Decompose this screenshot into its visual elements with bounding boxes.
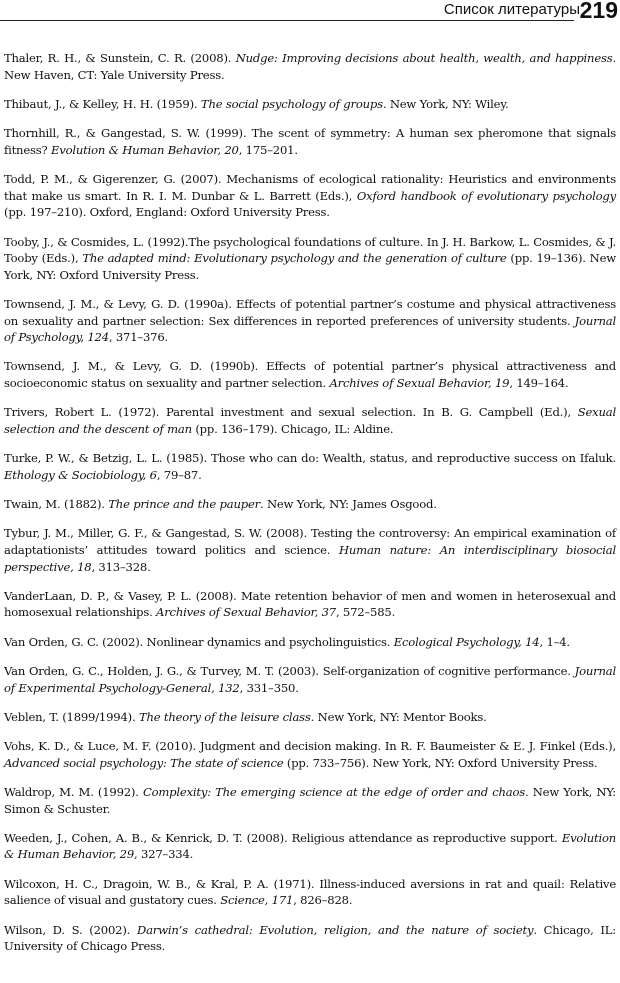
reference-text: Todd, P. M., & Gigerenzer, G. (2007). Mechanisms of ecological rationality: Heuristics and environments that make us smart. In R. I. M. Dunbar & L. Barrett (Eds.),	[4, 172, 616, 203]
reference-source: Nudge: Improving decisions about health, wealth, and happiness	[235, 51, 613, 65]
reference-source: The prince and the pauper	[108, 497, 260, 512]
reference-details: (pp. 136–179). Chicago, IL: Aldine.	[191, 421, 394, 436]
reference-entry	[4, 96, 616, 113]
reference-source: Journal of Experimental Psychology-General, 132	[4, 663, 616, 695]
reference-details: , 1–4.	[539, 634, 570, 649]
reference-source: The theory of the leisure class	[138, 709, 311, 724]
section-title: Список литературы	[438, 1, 580, 18]
reference-details: , 175–201.	[238, 142, 298, 157]
reference-text: Waldrop, M. M. (1992).	[4, 785, 143, 799]
reference-entry	[4, 296, 616, 346]
reference-text: Van Orden, G. C. (2002). Nonlinear dynamics and psycholinguistics.	[4, 634, 394, 649]
reference-details: . New York, NY: Simon & Schuster.	[4, 785, 617, 816]
reference-text: Tybur, J. M., Miller, G. F., & Gangestad, S. W. (2008). Testing the controversy: An empirical examination of adaptationists’ attitudes toward politics and science.	[4, 526, 616, 557]
page-number: 219	[579, 0, 618, 23]
reference-details: , 149–164.	[509, 376, 569, 391]
reference-entry	[4, 496, 616, 513]
reference-text: Tooby, J., & Cosmides, L. (1992).The psychological foundations of culture. In J. H. Barkow, L. Cosmides, & J. Tooby (Eds.),	[4, 234, 616, 266]
reference-text: Twain, M. (1882).	[4, 497, 109, 512]
reference-details: , 79–87.	[156, 467, 202, 482]
reference-entry	[4, 876, 616, 909]
reference-source: The social psychology of groups	[200, 96, 383, 111]
reference-source: Ecological Psychology, 14	[393, 634, 540, 649]
reference-entry	[4, 525, 616, 575]
reference-source: Human nature: An interdisciplinary biosocial perspective, 18	[4, 542, 616, 574]
reference-details: . New York, NY: Wiley.	[382, 96, 509, 111]
reference-source: Science, 171	[220, 893, 294, 908]
reference-details: (pp. 197–210). Oxford, England: Oxford University Press.	[4, 205, 330, 220]
reference-text: Van Orden, G. C., Holden, J. G., & Turvey, M. T. (2003). Self-organization of cognitive performance.	[4, 663, 575, 678]
reference-text: Trivers, Robert L. (1972). Parental investment and sexual selection. In B. G. Campbell (Ed.),	[4, 405, 578, 420]
reference-entry	[4, 663, 616, 696]
reference-text: Vohs, K. D., & Luce, M. F. (2010). Judgment and decision making. In R. F. Baumeister & E. J. Finkel (Eds.),	[4, 739, 616, 754]
reference-entry	[4, 784, 616, 817]
reference-entry	[4, 358, 616, 391]
reference-source: Ethology & Sociobiology, 6	[4, 467, 157, 482]
reference-source: Complexity: The emerging science at the edge of order and chaos	[142, 785, 526, 799]
reference-source: Advanced social psychology: The state of science	[4, 755, 284, 770]
reference-details: . New York, NY: Mentor Books.	[310, 709, 487, 724]
reference-details: . New York, NY: James Osgood.	[259, 497, 437, 512]
reference-text: Thibaut, J., & Kelley, H. H. (1959).	[4, 96, 201, 111]
reference-entry	[4, 709, 616, 726]
reference-details: , 327–334.	[134, 847, 194, 862]
reference-source: Archives of Sexual Behavior, 37	[156, 605, 336, 620]
header-rule	[0, 20, 574, 21]
reference-entry	[4, 634, 616, 651]
reference-source: Darwin’s cathedral: Evolution, religion, and the nature of society	[136, 922, 534, 937]
reference-entry	[4, 450, 616, 483]
reference-text: Thaler, R. H., & Sunstein, C. R. (2008).	[4, 51, 236, 65]
reference-source: Journal of Psychology, 124	[4, 313, 616, 345]
reference-list	[4, 50, 616, 968]
reference-text: Townsend, J. M., & Levy, G. D. (1990b). Effects of potential partner’s physical attractiveness and socioeconomic status on sexuality and partner selection.	[4, 359, 616, 391]
reference-source: Sexual selection and the descent of man	[4, 405, 616, 436]
reference-entry	[4, 171, 616, 221]
running-header	[0, 0, 620, 30]
reference-entry	[4, 588, 616, 621]
reference-text: VanderLaan, D. P., & Vasey, P. L. (2008). Mate retention behavior of men and women in heterosexual and homosexual relationships.	[4, 588, 616, 620]
reference-details: , 826–828.	[293, 893, 353, 908]
reference-source: Evolution & Human Behavior, 20	[51, 142, 239, 157]
reference-details: . New Haven, CT: Yale University Press.	[4, 51, 616, 82]
reference-text: Turke, P. W., & Betzig, L. L. (1985). Those who can do: Wealth, status, and reproductive success on Ifaluk.	[4, 451, 616, 466]
reference-text: Townsend, J. M., & Levy, G. D. (1990a). Effects of potential partner’s costume and physical attractiveness on sexuality and partner selection: Sex differences in reported preferences of university students.	[4, 296, 616, 328]
reference-entry	[4, 404, 616, 437]
reference-details: , 313–328.	[91, 559, 151, 574]
reference-details: , 371–376.	[108, 330, 169, 345]
reference-entry	[4, 50, 616, 83]
reference-details: . Chicago, IL: University of Chicago Press.	[4, 922, 616, 954]
reference-entry	[4, 125, 616, 158]
reference-entry	[4, 738, 616, 771]
reference-source: The adapted mind: Evolutionary psychology and the generation of culture	[82, 251, 507, 266]
reference-entry	[4, 234, 616, 284]
reference-source: Oxford handbook of evolutionary psychology	[356, 188, 616, 203]
reference-text: Veblen, T. (1899/1994).	[4, 709, 139, 724]
reference-text: Wilcoxon, H. C., Dragoin, W. B., & Kral, P. A. (1971). Illness-induced aversions in rat and quail: Relative salience of visual and gustatory cues.	[4, 876, 616, 908]
reference-entry	[4, 830, 616, 863]
reference-text: Weeden, J., Cohen, A. B., & Kenrick, D. T. (2008). Religious attendance as reproductive support.	[4, 830, 562, 845]
reference-text: Thornhill, R., & Gangestad, S. W. (1999). The scent of symmetry: A human sex pheromone that signals fitness?	[4, 126, 616, 157]
reference-details: , 331–350.	[239, 680, 299, 695]
reference-source: Archives of Sexual Behavior, 19	[329, 376, 510, 391]
reference-details: (pp. 733–756). New York, NY: Oxford University Press.	[283, 755, 598, 770]
reference-entry	[4, 922, 616, 955]
reference-details: , 572–585.	[335, 605, 396, 620]
reference-source: Evolution & Human Behavior, 29	[4, 830, 616, 862]
reference-text: Wilson, D. S. (2002).	[4, 922, 137, 937]
reference-details: (pp. 19–136). New York, NY: Oxford University Press.	[4, 251, 616, 282]
